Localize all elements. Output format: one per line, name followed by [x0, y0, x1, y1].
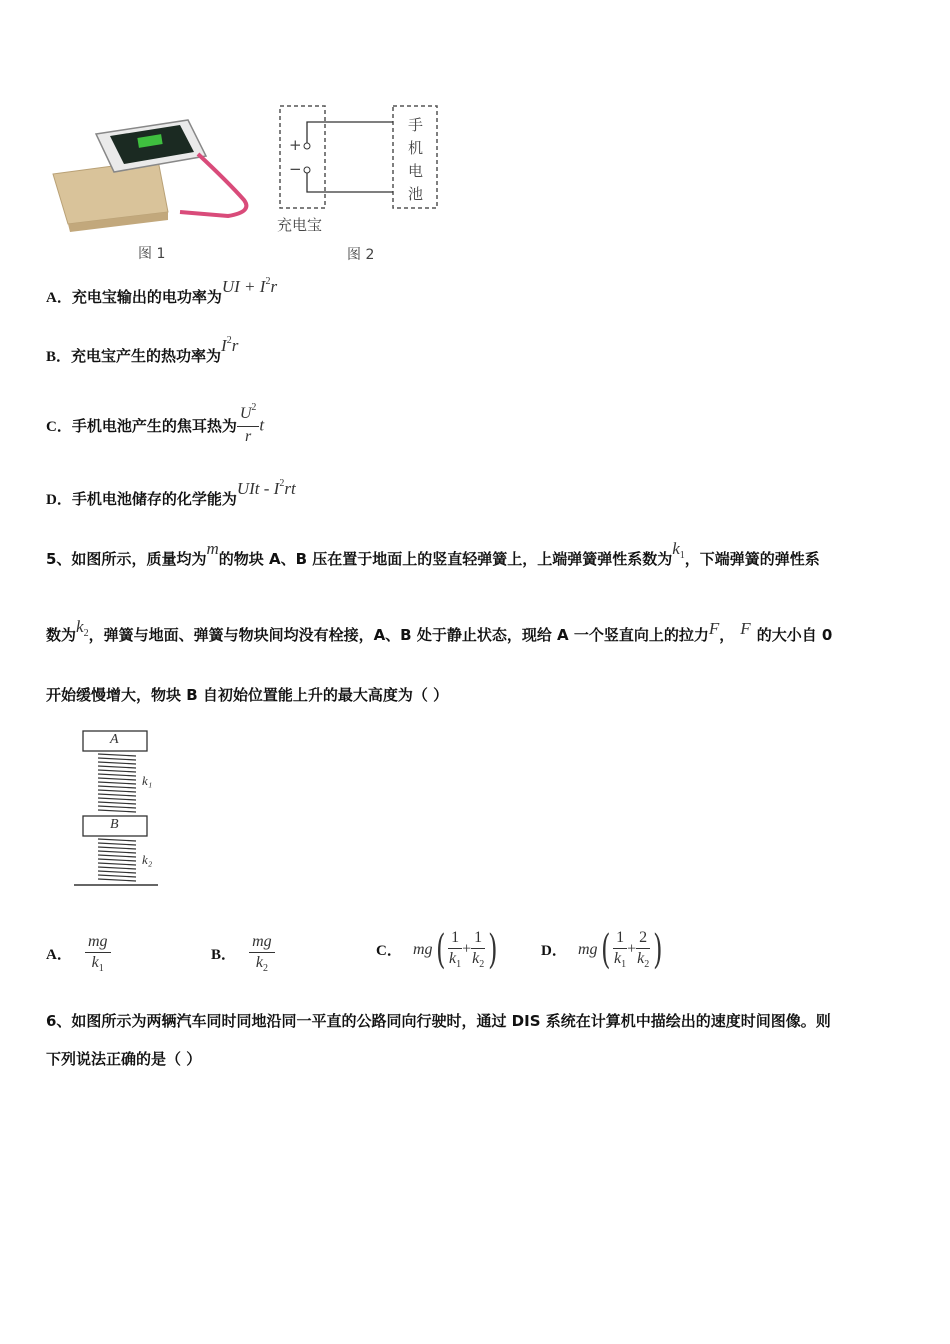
- left-paren: (: [600, 926, 610, 973]
- spring-block-diagram: [72, 728, 172, 890]
- q4-option-a: [46, 276, 278, 307]
- fraction-numerator: 2: [636, 928, 650, 949]
- variable-f: F: [708, 619, 720, 638]
- block-b-label: B: [110, 817, 119, 832]
- formula-sub: 2: [83, 628, 89, 639]
- option-fraction: [249, 932, 275, 975]
- question-text: 的大小自 0: [756, 626, 833, 644]
- power-bank-label: 充电宝: [277, 216, 323, 234]
- phone-battery-label: [408, 114, 424, 206]
- question-text: ，弹簧与地面、弹簧与物块间均没有栓接，A、B 处于静止状态，现给 A 一个竖直向上的拉力: [88, 626, 709, 644]
- fraction-denominator: k: [449, 950, 457, 967]
- option-letter: B．: [211, 947, 237, 963]
- option-formula: [237, 479, 296, 498]
- formula-sup: 2: [265, 276, 271, 287]
- fraction-numerator: 1: [471, 928, 485, 949]
- option-fraction: [237, 404, 260, 447]
- formula-sub: 2: [479, 959, 485, 970]
- figure-2-caption: 图 2: [347, 247, 375, 263]
- question-text: 5、如图所示，质量均为: [46, 550, 207, 568]
- q5-option-d: [541, 928, 666, 971]
- option-letter: C．: [46, 419, 72, 435]
- formula-part: r: [231, 336, 239, 355]
- formula-sub: 2: [262, 963, 268, 974]
- option-fraction: [613, 928, 627, 971]
- formula-part: UIt - I: [236, 479, 280, 498]
- fraction-denominator: k: [91, 954, 99, 971]
- variable-f: F: [740, 619, 751, 638]
- option-text: 手机电池产生的焦耳热为: [71, 417, 237, 435]
- option-formula: [221, 336, 238, 355]
- option-text: 充电宝输出的电功率为: [71, 288, 222, 306]
- fraction-denominator: k: [255, 954, 263, 971]
- variable-m: m: [206, 539, 219, 558]
- phone-powerbank-illustration: [48, 112, 258, 262]
- option-letter: C．: [376, 943, 402, 959]
- q5-line-2: [46, 617, 833, 645]
- q4-option-b: [46, 335, 239, 366]
- plus-sign: +: [462, 940, 472, 958]
- q6-line-1: 6、如图所示为两辆汽车同时同地沿同一平直的公路同向行驶时，通过 DIS 系统在计算机中描绘出的速度时间图像。则: [46, 1012, 831, 1030]
- q5-line-3: 开始缓慢增大，物块 B 自初始位置能上升的最大高度为（ ）: [46, 686, 449, 704]
- spring-k2-label: k₂: [142, 852, 153, 867]
- figure-1: [48, 112, 258, 262]
- formula-part: mg: [412, 940, 433, 958]
- option-fraction: [471, 928, 485, 971]
- spring-k1-label: k₁: [142, 773, 153, 788]
- figure-1-caption: 图 1: [138, 246, 166, 262]
- q6-line-2: 下列说法正确的是（ ）: [46, 1050, 202, 1068]
- option-letter: D．: [46, 492, 72, 508]
- formula-part: I: [221, 336, 227, 355]
- right-paren: ): [488, 926, 498, 973]
- phone-battery-char: 机: [408, 139, 424, 157]
- formula-sub: 1: [98, 963, 104, 974]
- option-fraction: [636, 928, 650, 971]
- variable-k2: [76, 617, 89, 639]
- option-letter: A．: [46, 290, 72, 306]
- fraction-denominator: r: [245, 428, 252, 445]
- fraction-denominator: k: [614, 950, 622, 967]
- q5-spring-figure: [72, 728, 172, 890]
- fraction-numerator: 1: [613, 928, 627, 949]
- option-letter: D．: [541, 943, 567, 959]
- fraction-denominator: k: [472, 950, 480, 967]
- right-paren: ): [653, 926, 663, 973]
- formula-part: mg: [577, 940, 598, 958]
- fraction-numerator: U: [239, 405, 252, 422]
- formula-part: UI + I: [221, 277, 266, 296]
- variable-k1: [672, 539, 685, 561]
- question-text: ，: [719, 626, 735, 644]
- figure-2: [275, 100, 445, 265]
- q4-option-c: [46, 404, 264, 447]
- plus-sign: +: [627, 940, 637, 958]
- phone-battery-char: 手: [408, 116, 424, 134]
- fraction-numerator: mg: [249, 932, 275, 953]
- phone-battery-char: 池: [408, 185, 424, 203]
- formula-part: rt: [284, 479, 296, 498]
- q4-option-d: [46, 478, 296, 509]
- fraction-denominator: k: [637, 950, 645, 967]
- formula-part: k: [76, 617, 84, 636]
- option-letter: B．: [46, 349, 72, 365]
- formula-sup: 2: [279, 478, 285, 489]
- fraction-numerator: 1: [448, 928, 462, 949]
- plus-terminal-label: +: [289, 136, 302, 154]
- question-text: 数为: [46, 626, 77, 644]
- formula-sup: 2: [251, 402, 257, 413]
- option-text: 手机电池储存的化学能为: [71, 490, 237, 508]
- q5-line-1: [46, 539, 820, 569]
- q5-option-a: [46, 932, 111, 975]
- option-letter: A．: [46, 947, 72, 963]
- option-fraction: [85, 932, 111, 975]
- minus-terminal-label: −: [289, 160, 302, 178]
- option-formula: [222, 277, 277, 296]
- formula-sub: 1: [456, 959, 462, 970]
- formula-part: k: [672, 539, 680, 558]
- q5-option-b: [211, 932, 275, 975]
- formula-sup: 2: [226, 335, 232, 346]
- q5-option-c: [376, 928, 501, 971]
- formula-sub: 2: [644, 959, 650, 970]
- formula-part: r: [270, 277, 278, 296]
- option-fraction: [448, 928, 462, 971]
- formula-part: t: [259, 415, 265, 435]
- question-text: 的物块 A、B 压在置于地面上的竖直轻弹簧上，上端弹簧弹性系数为: [218, 550, 673, 568]
- formula-sub: 1: [621, 959, 627, 970]
- option-text: 充电宝产生的热功率为: [71, 347, 222, 365]
- formula-sub: 1: [679, 550, 685, 561]
- left-paren: (: [435, 926, 445, 973]
- question-text: ，下端弹簧的弹性系: [684, 550, 820, 568]
- block-a-label: A: [110, 732, 119, 747]
- phone-battery-char: 电: [408, 162, 424, 180]
- fraction-numerator: mg: [85, 932, 111, 953]
